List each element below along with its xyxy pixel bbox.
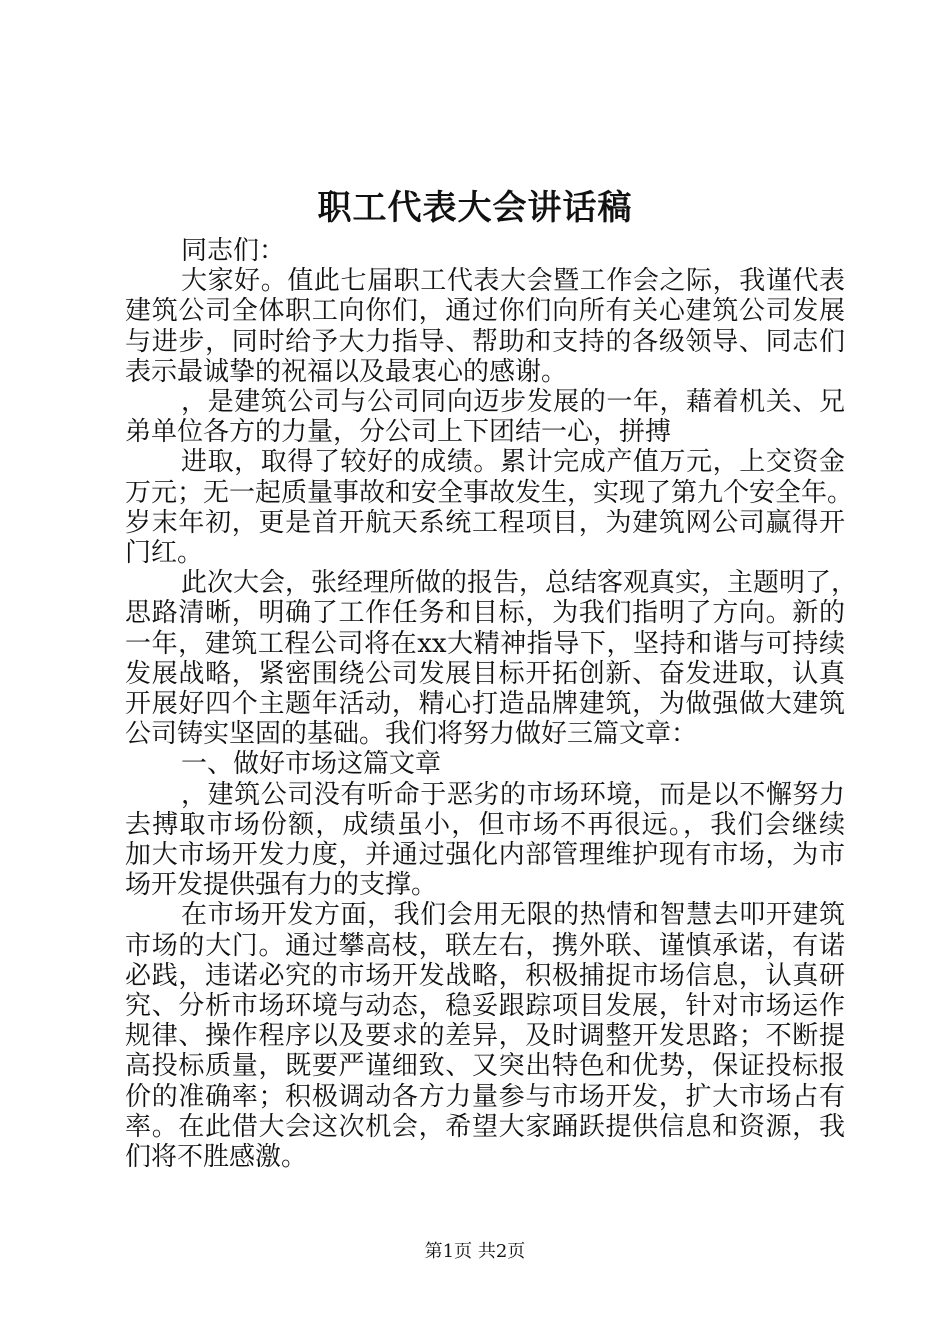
paragraph-line: 公司铸实坚固的基础。我们将努力做好三篇文章： xyxy=(125,719,698,750)
paragraph-line: ，建筑公司没有听命于恶劣的市场环境，而是以不懈努力 xyxy=(181,779,845,810)
paragraph-line: 一年，建筑工程公司将在xx大精神指导下，坚持和谐与可持续 xyxy=(125,628,845,659)
paragraph-line: 加大市场开发力度，并通过强化内部管理维护现有市场，为市 xyxy=(125,840,845,871)
paragraph-line: 率。在此借大会这次机会，希望大家踊跃提供信息和资源，我 xyxy=(125,1111,845,1142)
paragraph-line: 此次大会，张经理所做的报告，总结客观真实，主题明了， xyxy=(181,568,858,599)
paragraph-line: 表示最诚挚的祝福以及最衷心的感谢。 xyxy=(125,356,568,387)
paragraph-line: 门红。 xyxy=(125,538,204,569)
salutation-line: 同志们： xyxy=(181,236,286,266)
speech-body xyxy=(125,236,858,1173)
paragraph-line: 去搏取市场份额，成绩虽小，但市场不再很远。，我们会继续 xyxy=(125,809,845,840)
paragraph-line: 究、分析市场环境与动态，稳妥跟踪项目发展，针对市场运作 xyxy=(125,991,845,1022)
paragraph-line: 规律、操作程序以及要求的差异，及时调整开发思路；不断提 xyxy=(125,1021,845,1052)
page-number-footer: 第1页 共2页 xyxy=(424,1241,526,1262)
paragraph-line: 们将不胜感激。 xyxy=(125,1142,308,1173)
paragraph-line: 市场的大门。通过攀高枝，联左右，携外联、谨慎承诺，有诺 xyxy=(125,930,845,961)
paragraph-line: 大家好。值此七届职工代表大会暨工作会之际，我谨代表 xyxy=(181,266,845,297)
paragraph-line: 建筑公司全体职工向你们，通过你们向所有关心建筑公司发展 xyxy=(125,296,845,327)
paragraph-line: 万元；无一起质量事故和安全事故发生，实现了第九个安全年。 xyxy=(125,477,854,508)
paragraph-line: 思路清晰，明确了工作任务和目标，为我们指明了方向。新的 xyxy=(125,598,845,629)
paragraph-line: 在市场开发方面，我们会用无限的热情和智慧去叩开建筑 xyxy=(181,900,845,931)
paragraph-line: 弟单位各方的力量，分公司上下团结一心，拼搏 xyxy=(125,417,672,448)
paragraph-line: 岁末年初，更是首开航天系统工程项目，为建筑网公司赢得开 xyxy=(125,507,845,538)
page-title: 职工代表大会讲话稿 xyxy=(317,188,633,228)
section-heading: 一、做好市场这篇文章 xyxy=(181,749,442,780)
paragraph-line: 价的准确率；积极调动各方力量参与市场开发，扩大市场占有 xyxy=(125,1081,845,1112)
paragraph-line: ，是建筑公司与公司同向迈步发展的一年，藉着机关、兄 xyxy=(181,387,845,418)
paragraph-line: 高投标质量，既要严谨细致、又突出特色和优势，保证投标报 xyxy=(125,1051,845,1082)
paragraph-line: 必践，违诺必究的市场开发战略，积极捕捉市场信息，认真研 xyxy=(125,960,845,991)
paragraph-line: 发展战略，紧密围绕公司发展目标开拓创新、奋发进取，认真 xyxy=(125,658,845,689)
paragraph-line: 场开发提供强有力的支撑。 xyxy=(125,870,438,901)
paragraph-line: 进取，取得了较好的成绩。累计完成产值万元，上交资金 xyxy=(181,447,845,478)
paragraph-line: 开展好四个主题年活动，精心打造品牌建筑，为做强做大建筑 xyxy=(125,689,845,720)
paragraph-line: 与进步，同时给予大力指导、帮助和支持的各级领导、同志们 xyxy=(125,326,845,357)
